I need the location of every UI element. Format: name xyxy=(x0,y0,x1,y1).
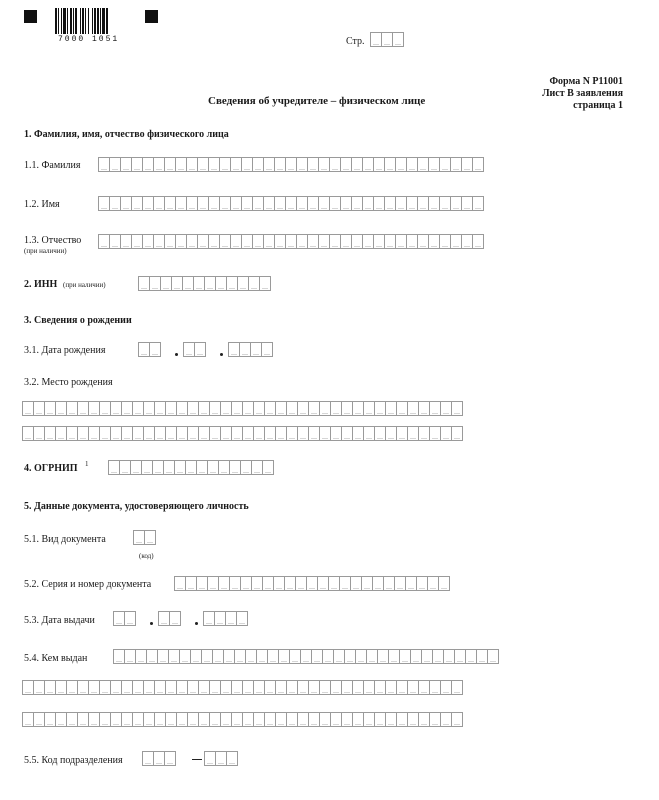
barcode-icon xyxy=(55,8,129,36)
date-separator-dot xyxy=(175,353,178,356)
surname-label: 1.1. Фамилия xyxy=(24,160,81,171)
surname-cells[interactable] xyxy=(98,157,484,172)
barcode-digits: 7000 1051 xyxy=(58,35,120,44)
input-cell[interactable] xyxy=(194,342,206,357)
date-separator-dot xyxy=(195,622,198,625)
sheet-label: Лист В заявления xyxy=(542,88,623,99)
dept-code-cells-part-1[interactable] xyxy=(142,751,176,766)
issue-year-cells[interactable] xyxy=(203,611,248,626)
name-cells[interactable] xyxy=(98,196,484,211)
input-cell[interactable] xyxy=(149,342,161,357)
issued-by-cells-row-2[interactable] xyxy=(22,680,463,695)
dept-code-label: 5.5. Код подразделения xyxy=(24,755,123,766)
issued-by-cells-row-3[interactable] xyxy=(22,712,463,727)
patronymic-cells[interactable] xyxy=(98,234,484,249)
page-number-label: страница 1 xyxy=(573,100,623,111)
date-separator-dot xyxy=(220,353,223,356)
input-cell[interactable] xyxy=(451,712,463,727)
input-cell[interactable] xyxy=(259,276,271,291)
ogrnip-cells[interactable] xyxy=(108,460,274,475)
issue-date-label: 5.3. Дата выдачи xyxy=(24,615,95,626)
dept-code-cells-part-2[interactable] xyxy=(204,751,238,766)
inn-cells[interactable] xyxy=(138,276,271,291)
patronymic-note: (при наличии) xyxy=(24,247,67,255)
page-label: Стр. xyxy=(346,36,365,47)
input-cell[interactable] xyxy=(438,576,450,591)
input-cell[interactable] xyxy=(472,234,484,249)
input-cell[interactable] xyxy=(236,611,248,626)
birth-year-cells[interactable] xyxy=(228,342,273,357)
birth-place-cells-row-1[interactable] xyxy=(22,401,463,416)
input-cell[interactable] xyxy=(451,401,463,416)
input-cell[interactable] xyxy=(472,196,484,211)
input-cell[interactable] xyxy=(169,611,181,626)
input-cell[interactable] xyxy=(261,342,273,357)
section-3-title: 3. Сведения о рождении xyxy=(24,315,132,326)
birth-date-label: 3.1. Дата рождения xyxy=(24,345,106,356)
birth-place-cells-row-2[interactable] xyxy=(22,426,463,441)
inn-note: (при наличии) xyxy=(63,281,106,289)
input-cell[interactable] xyxy=(164,751,176,766)
birth-month-cells[interactable] xyxy=(183,342,206,357)
doc-type-note: (код) xyxy=(139,552,154,560)
birth-place-label: 3.2. Место рождения xyxy=(24,377,113,388)
doc-type-cells[interactable] xyxy=(133,530,156,545)
section-1-title: 1. Фамилия, имя, отчество физического лица xyxy=(24,129,229,140)
dept-code-dash xyxy=(192,759,202,760)
issued-by-cells-row-1[interactable] xyxy=(113,649,499,664)
issue-month-cells[interactable] xyxy=(158,611,181,626)
input-cell[interactable] xyxy=(451,426,463,441)
input-cell[interactable] xyxy=(262,460,274,475)
ogrnip-title: 4. ОГРНИП xyxy=(24,463,78,474)
birth-day-cells[interactable] xyxy=(138,342,161,357)
corner-marker-right xyxy=(145,10,158,23)
page-number-cells[interactable] xyxy=(370,32,404,47)
patronymic-label: 1.3. Отчество xyxy=(24,235,82,246)
page-title: Сведения об учредителе – физическом лице xyxy=(208,95,426,107)
doc-type-label: 5.1. Вид документа xyxy=(24,534,106,545)
input-cell[interactable] xyxy=(124,611,136,626)
input-cell[interactable] xyxy=(487,649,499,664)
name-label: 1.2. Имя xyxy=(24,199,60,210)
form-name: Форма N Р11001 xyxy=(549,76,623,87)
ogrnip-footnote: 1 xyxy=(85,460,89,468)
input-cell[interactable] xyxy=(392,32,404,47)
section-5-title: 5. Данные документа, удостоверяющего личность xyxy=(24,501,249,512)
input-cell[interactable] xyxy=(144,530,156,545)
issued-by-label: 5.4. Кем выдан xyxy=(24,653,88,664)
date-separator-dot xyxy=(150,622,153,625)
input-cell[interactable] xyxy=(226,751,238,766)
issue-day-cells[interactable] xyxy=(113,611,136,626)
input-cell[interactable] xyxy=(472,157,484,172)
corner-marker-left xyxy=(24,10,37,23)
series-number-label: 5.2. Серия и номер документа xyxy=(24,579,152,590)
input-cell[interactable] xyxy=(451,680,463,695)
inn-title: 2. ИНН xyxy=(24,279,58,290)
series-number-cells[interactable] xyxy=(174,576,450,591)
